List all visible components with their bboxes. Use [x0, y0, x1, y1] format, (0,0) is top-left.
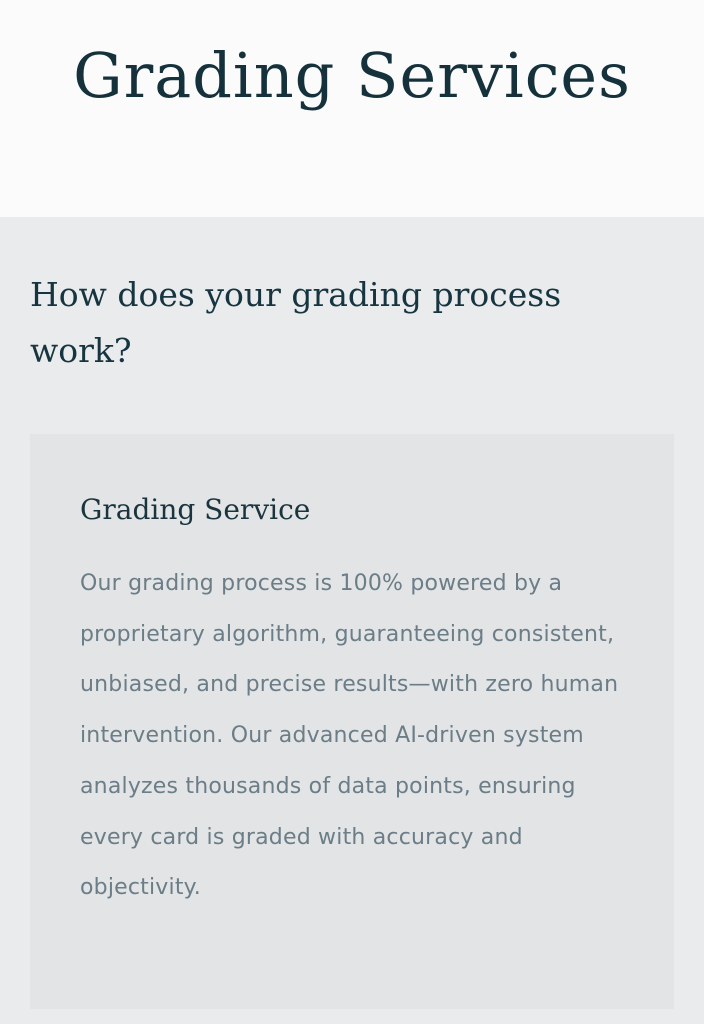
faq-answer-card	[30, 434, 674, 1009]
page-title: Grading Services	[73, 39, 631, 112]
page-header	[0, 0, 704, 217]
card-title: Grading Service	[80, 493, 311, 526]
card-body-text: Our grading process is 100% powered by a proprietary algorithm, guaranteeing consistent, unbiased, and precise results—with zero human intervention. Our advanced AI-driven system analyzes thousands of data points, ensuring every card is graded with accuracy and objectivity.	[80, 571, 619, 901]
faq-question: How does your grading process work?	[30, 275, 562, 370]
faq-section	[0, 217, 704, 1024]
